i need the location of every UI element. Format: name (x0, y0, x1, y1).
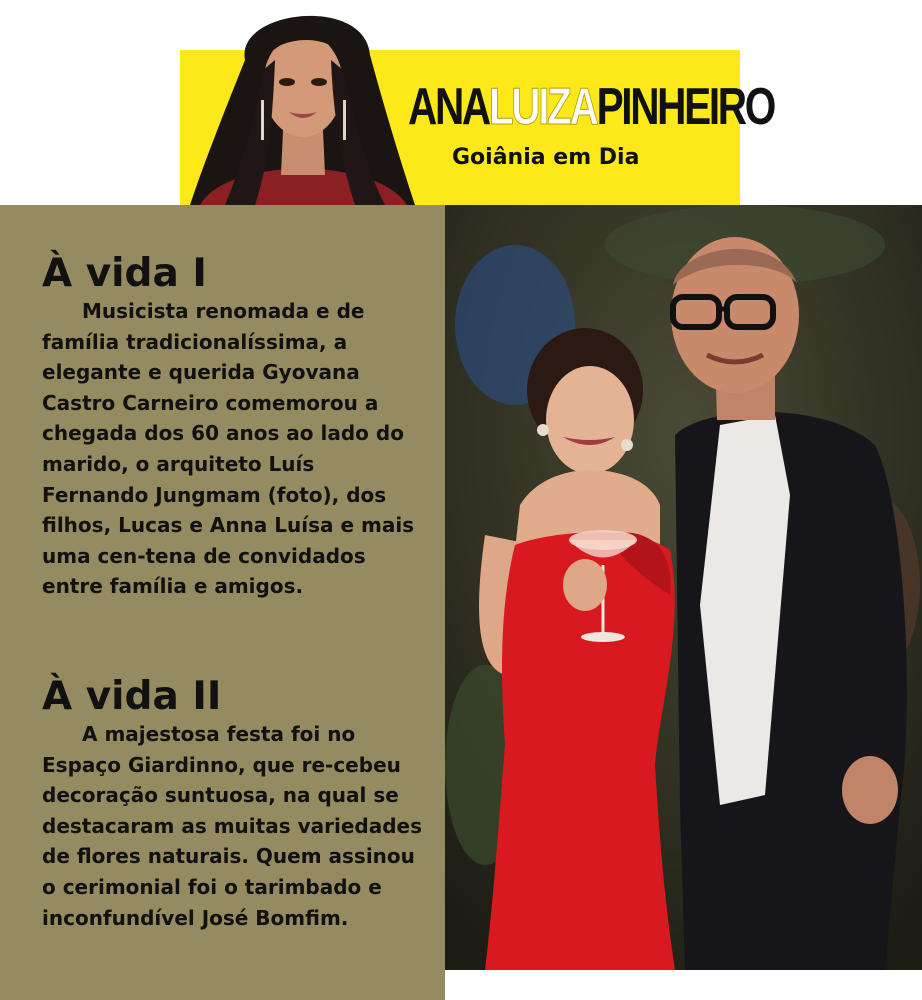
article-1-title: À vida I (42, 251, 207, 296)
title-word-3: PINHEIRO (596, 78, 774, 136)
event-photo (445, 205, 922, 970)
column-title (408, 72, 774, 142)
columnist-portrait (185, 0, 420, 205)
article-2 (42, 675, 427, 933)
article-1 (42, 252, 427, 602)
title-word-2: LUIZA (488, 78, 597, 136)
column-subtitle: Goiânia em Dia (452, 145, 640, 170)
title-word-1: ANA (408, 78, 489, 136)
article-2-title: À vida II (42, 674, 222, 719)
article-1-body: Musicista renomada e de família tradicionalíssima, a elegante e querida Gyovana Castro Carneiro comemorou a chegada dos 60 anos ao lado do marido, o arquiteto Luís Fernando Jungmam (foto), dos filhos, Lucas e Anna Luísa e mais uma cen-tena de convidados entre família e amigos. (42, 299, 415, 599)
article-2-body: A majestosa festa foi no Espaço Giardinno, que re-cebeu decoração suntuosa, na qual se destacaram as muitas variedades de flores naturais. Quem assinou o cerimonial foi o tarimbado e inconfundível José Bomfim. (42, 722, 422, 930)
